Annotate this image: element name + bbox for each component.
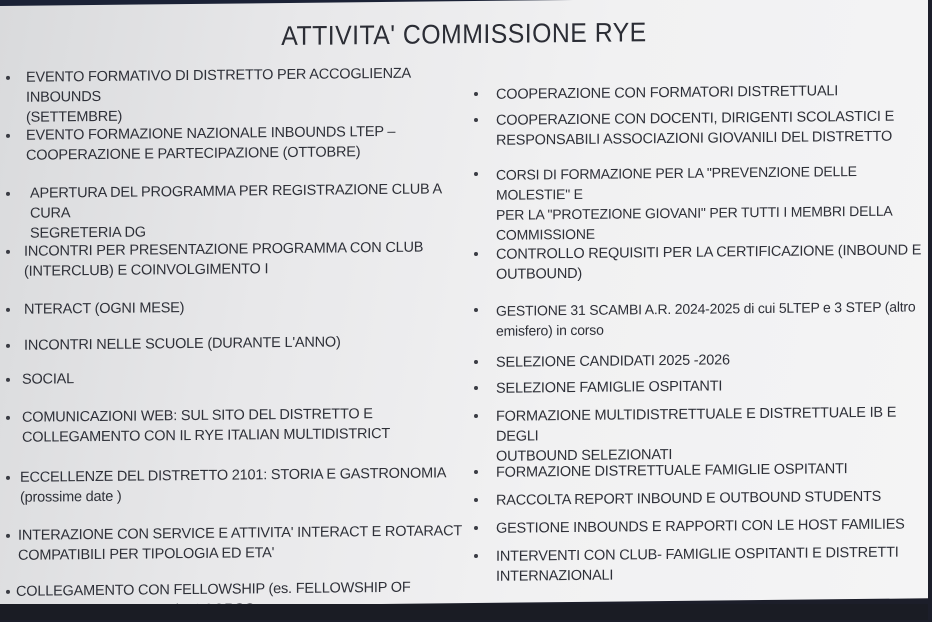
bullet-icon (474, 386, 478, 390)
bullet-icon (474, 498, 478, 502)
bullet-icon (474, 252, 478, 256)
bullet-icon (6, 416, 10, 420)
right-column: COOPERAZIONE CON FORMATORI DISTRETTUALI COOPERAZIONE CON DOCENTI, DIRIGENTI SCOLASTICI E RESPONSABILI ASSOCIAZIONI GIOVANILI DEL DISTRETTO CORSI DI FORMAZIONE PER LA "PREVENZIONE DELLE MOLESTIE" E PER LA "PROTEZIONE GIOVANI" PER TUTTI I MEMBRI DELLA COMMISSIONE CONTROLLO REQUISITI PER LA CERTIFICAZIONE (INBOUND E OUTBOUND) GESTIONE 31 SCAMBI A.R. 2024-2025 di cui 5LTEP e 3 STEP (altro emisfero) in corso SELEZIONE CANDIDATI 2025 -2026 SELEZIONE FAMIGLIE OSPITANTI FORMAZIONE MULTIDISTRETTUALE E DISTRETTUALE IB E DEGLI OUTBOUND SELEZIONATI FORMAZIONE DISTRETTUALE FAMIGLIE OSPITANTI RACCOLTA REPORT INBOUND E OUTBOUND STUDENTS GESTIONE INBOUNDS E RAPPORTI CON LE HOST FAMILIES INTERVENTI CON CLUB- FAMIGLIE OSPITANTI E DISTRETTI INTERNAZIONALI (470, 0, 928, 1)
bullet-icon (6, 590, 10, 594)
bullet-icon (6, 192, 10, 196)
bullet-icon (474, 526, 478, 530)
bullet-icon (6, 476, 10, 480)
bullet-icon (6, 308, 10, 312)
bullet-icon (6, 250, 10, 254)
bullet-icon (474, 414, 478, 418)
bullet-icon (474, 360, 478, 364)
bullet-icon (474, 118, 478, 122)
left-column: EVENTO FORMATIVO DI DISTRETTO PER ACCOGLIENZA INBOUNDS (SETTEMBRE) EVENTO FORMAZIONE NAZIONALE INBOUNDS LTEP – COOPERAZIONE E PARTECIPAZIONE (OTTOBRE) APERTURA DEL PROGRAMMA PER REGISTRAZIONE CLUB A CURA SEGRETERIA DG INCONTRI PER PRESENTAZIONE PROGRAMMA CON CLUB (INTERCLUB) E COINVOLGIMENTO I NTERACT (OGNI MESE) INCONTRI NELLE SCUOLE (DURANTE L'ANNO) SOCIAL COMUNICAZIONI WEB: SUL SITO DEL DISTRETTO E COLLEGAMENTO CON IL RYE ITALIAN MULTIDISTRICT ECCELLENZE DEL DISTRETTO 2101: STORIA E GASTRONOMIA (prossime date ) INTERAZIONE CON SERVICE E ATTIVITA' INTERACT E ROTARACT COMPATIBILI PER TIPOLOGIA ED ETA' COLLEGAMENTO CON FELLOWSHIP (es. FELLOWSHIP OF (0, 1, 470, 6)
bullet-icon (474, 172, 478, 176)
bullet-icon (6, 134, 10, 138)
bullet-icon (474, 470, 478, 474)
bullet-icon (474, 308, 478, 312)
bullet-icon (6, 378, 10, 382)
bullet-icon (6, 76, 10, 80)
bullet-icon (474, 92, 478, 96)
bullet-icon (6, 534, 10, 538)
slide-title: ATTIVITA' COMMISSIONE RYE (281, 17, 647, 52)
bullet-icon (474, 554, 478, 558)
bullet-icon (6, 344, 10, 348)
bottom-frame-bar (0, 604, 928, 620)
